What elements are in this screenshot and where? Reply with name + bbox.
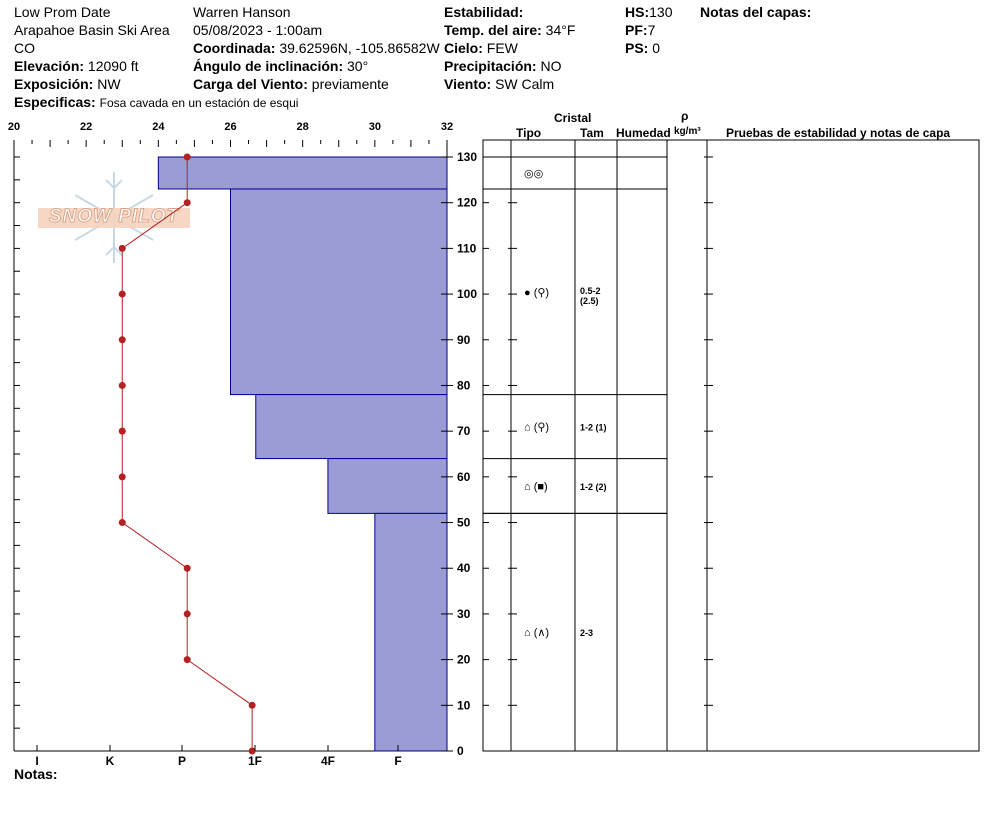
- coord-value: 39.62596N, -105.86582W: [279, 40, 440, 56]
- wind-label: Viento:: [444, 76, 492, 92]
- temperature-point: [119, 519, 126, 526]
- coord-label: Coordinada:: [193, 40, 276, 56]
- temperature-point: [119, 245, 126, 252]
- datetime: 05/08/2023 - 1:00am: [193, 22, 323, 38]
- hardness-label: K: [105, 754, 115, 768]
- temperature-point: [184, 565, 191, 572]
- temp-tick-label: 28: [296, 121, 309, 133]
- observer: Warren Hanson: [193, 4, 291, 20]
- precip-label: Precipitación:: [444, 58, 537, 74]
- temp-tick-label: 24: [152, 121, 165, 133]
- hardness-label: P: [177, 754, 187, 768]
- stability-notes-header: Pruebas de estabilidad y notas de capa: [726, 126, 951, 140]
- layer-type: ⌂ (∧): [524, 627, 550, 640]
- layer-type: ⌂ (■): [524, 480, 548, 493]
- layer-type: ● (⚲): [524, 286, 550, 299]
- temperature-point: [119, 336, 126, 343]
- ps-label: PS:: [625, 40, 649, 56]
- size-header: Tam: [580, 126, 604, 140]
- height-tick-label: 90: [457, 332, 471, 347]
- temp-tick-label: 20: [7, 121, 21, 133]
- height-tick-label: 50: [457, 515, 471, 530]
- sky-label: Cielo:: [444, 40, 483, 56]
- hs-label: HS:: [625, 4, 650, 20]
- humidity-header: Humedad: [616, 126, 671, 140]
- elevation-label: Elevación:: [14, 58, 85, 74]
- stability-label: Estabilidad:: [444, 4, 524, 20]
- hardness-label: 1F: [247, 754, 263, 768]
- temp-tick-label: 32: [440, 121, 454, 133]
- site-name: Low Prom Date: [14, 4, 111, 20]
- specifics-label: Especificas:: [14, 94, 96, 110]
- aspect-label: Exposición:: [14, 76, 94, 92]
- hardness-bar: [231, 189, 448, 395]
- temperature-point: [119, 382, 126, 389]
- temp-tick-label: 26: [224, 121, 237, 133]
- incline-label: Ángulo de inclinación:: [193, 58, 344, 74]
- height-tick-label: 0: [457, 744, 464, 758]
- hardness-bar: [158, 157, 447, 189]
- hardness-bar: [375, 513, 447, 751]
- temperature-point: [119, 428, 126, 435]
- hardness-label: 4F: [320, 754, 336, 768]
- hs-value: 130: [649, 4, 673, 20]
- layer-type: ⌂ (⚲): [524, 421, 550, 434]
- temperature-point: [184, 656, 191, 663]
- aspect-value: NW: [97, 76, 121, 92]
- pf-label: PF:: [625, 22, 648, 38]
- area-name: Arapahoe Basin Ski Area: [14, 22, 170, 38]
- height-tick-label: 30: [457, 606, 471, 621]
- layer-size: (2.5): [580, 295, 599, 306]
- layer-size: 2-3: [580, 628, 594, 639]
- height-tick-label: 110: [457, 241, 477, 256]
- temperature-point: [184, 199, 191, 206]
- height-tick-label: 20: [457, 652, 471, 667]
- layer-size: 1-2 (2): [580, 481, 607, 492]
- notes-label: Notas:: [14, 766, 58, 782]
- height-tick-label: 60: [457, 469, 471, 484]
- ps-value: 0: [652, 40, 661, 56]
- temp-tick-label: 22: [80, 121, 93, 133]
- wind-value: SW Calm: [495, 76, 555, 92]
- watermark-text: SNOW PILOT: [48, 206, 180, 227]
- type-header: Tipo: [516, 126, 542, 140]
- layer-type: ◎◎: [524, 167, 544, 180]
- incline-value: 30°: [347, 58, 369, 74]
- hardness-bar: [256, 395, 447, 459]
- wind-load-label: Carga del Viento:: [193, 76, 308, 92]
- height-tick-label: 80: [457, 378, 471, 393]
- height-tick-label: 10: [457, 698, 471, 713]
- layer-size: 1-2 (1): [580, 422, 607, 433]
- temperature-point: [249, 702, 256, 709]
- layer-table-border: [483, 140, 979, 751]
- temperature-point: [184, 154, 191, 161]
- precip-value: NO: [540, 58, 562, 74]
- height-tick-label: 70: [457, 424, 471, 439]
- temperature-point: [119, 473, 126, 480]
- layer-notes-label: Notas del capas:: [700, 4, 812, 20]
- rho-header: ρ: [681, 109, 689, 123]
- wind-load-value: previamente: [311, 76, 389, 92]
- hardness-bar: [328, 459, 447, 514]
- density-unit-header: kg/m³: [674, 126, 701, 137]
- temperature-point: [119, 291, 126, 298]
- height-tick-label: 130: [457, 150, 478, 164]
- specifics-value: Fosa cavada en un estación de esqui: [99, 96, 299, 110]
- sky-value: FEW: [486, 40, 518, 56]
- state: CO: [14, 40, 35, 56]
- crystal-header: Cristal: [554, 111, 592, 125]
- elevation-value: 12090 ft: [87, 58, 139, 74]
- air-temp-value: 34°F: [545, 22, 576, 38]
- air-temp-label: Temp. del aire:: [444, 22, 542, 38]
- temperature-point: [184, 610, 191, 617]
- height-tick-label: 40: [457, 561, 471, 576]
- pf-value: 7: [647, 22, 656, 38]
- hardness-label: I: [35, 754, 39, 768]
- layer-size: 0.5-2: [580, 285, 601, 296]
- temp-tick-label: 30: [368, 121, 381, 133]
- hardness-label: F: [394, 754, 402, 768]
- height-tick-label: 100: [457, 287, 478, 302]
- height-tick-label: 120: [457, 195, 478, 210]
